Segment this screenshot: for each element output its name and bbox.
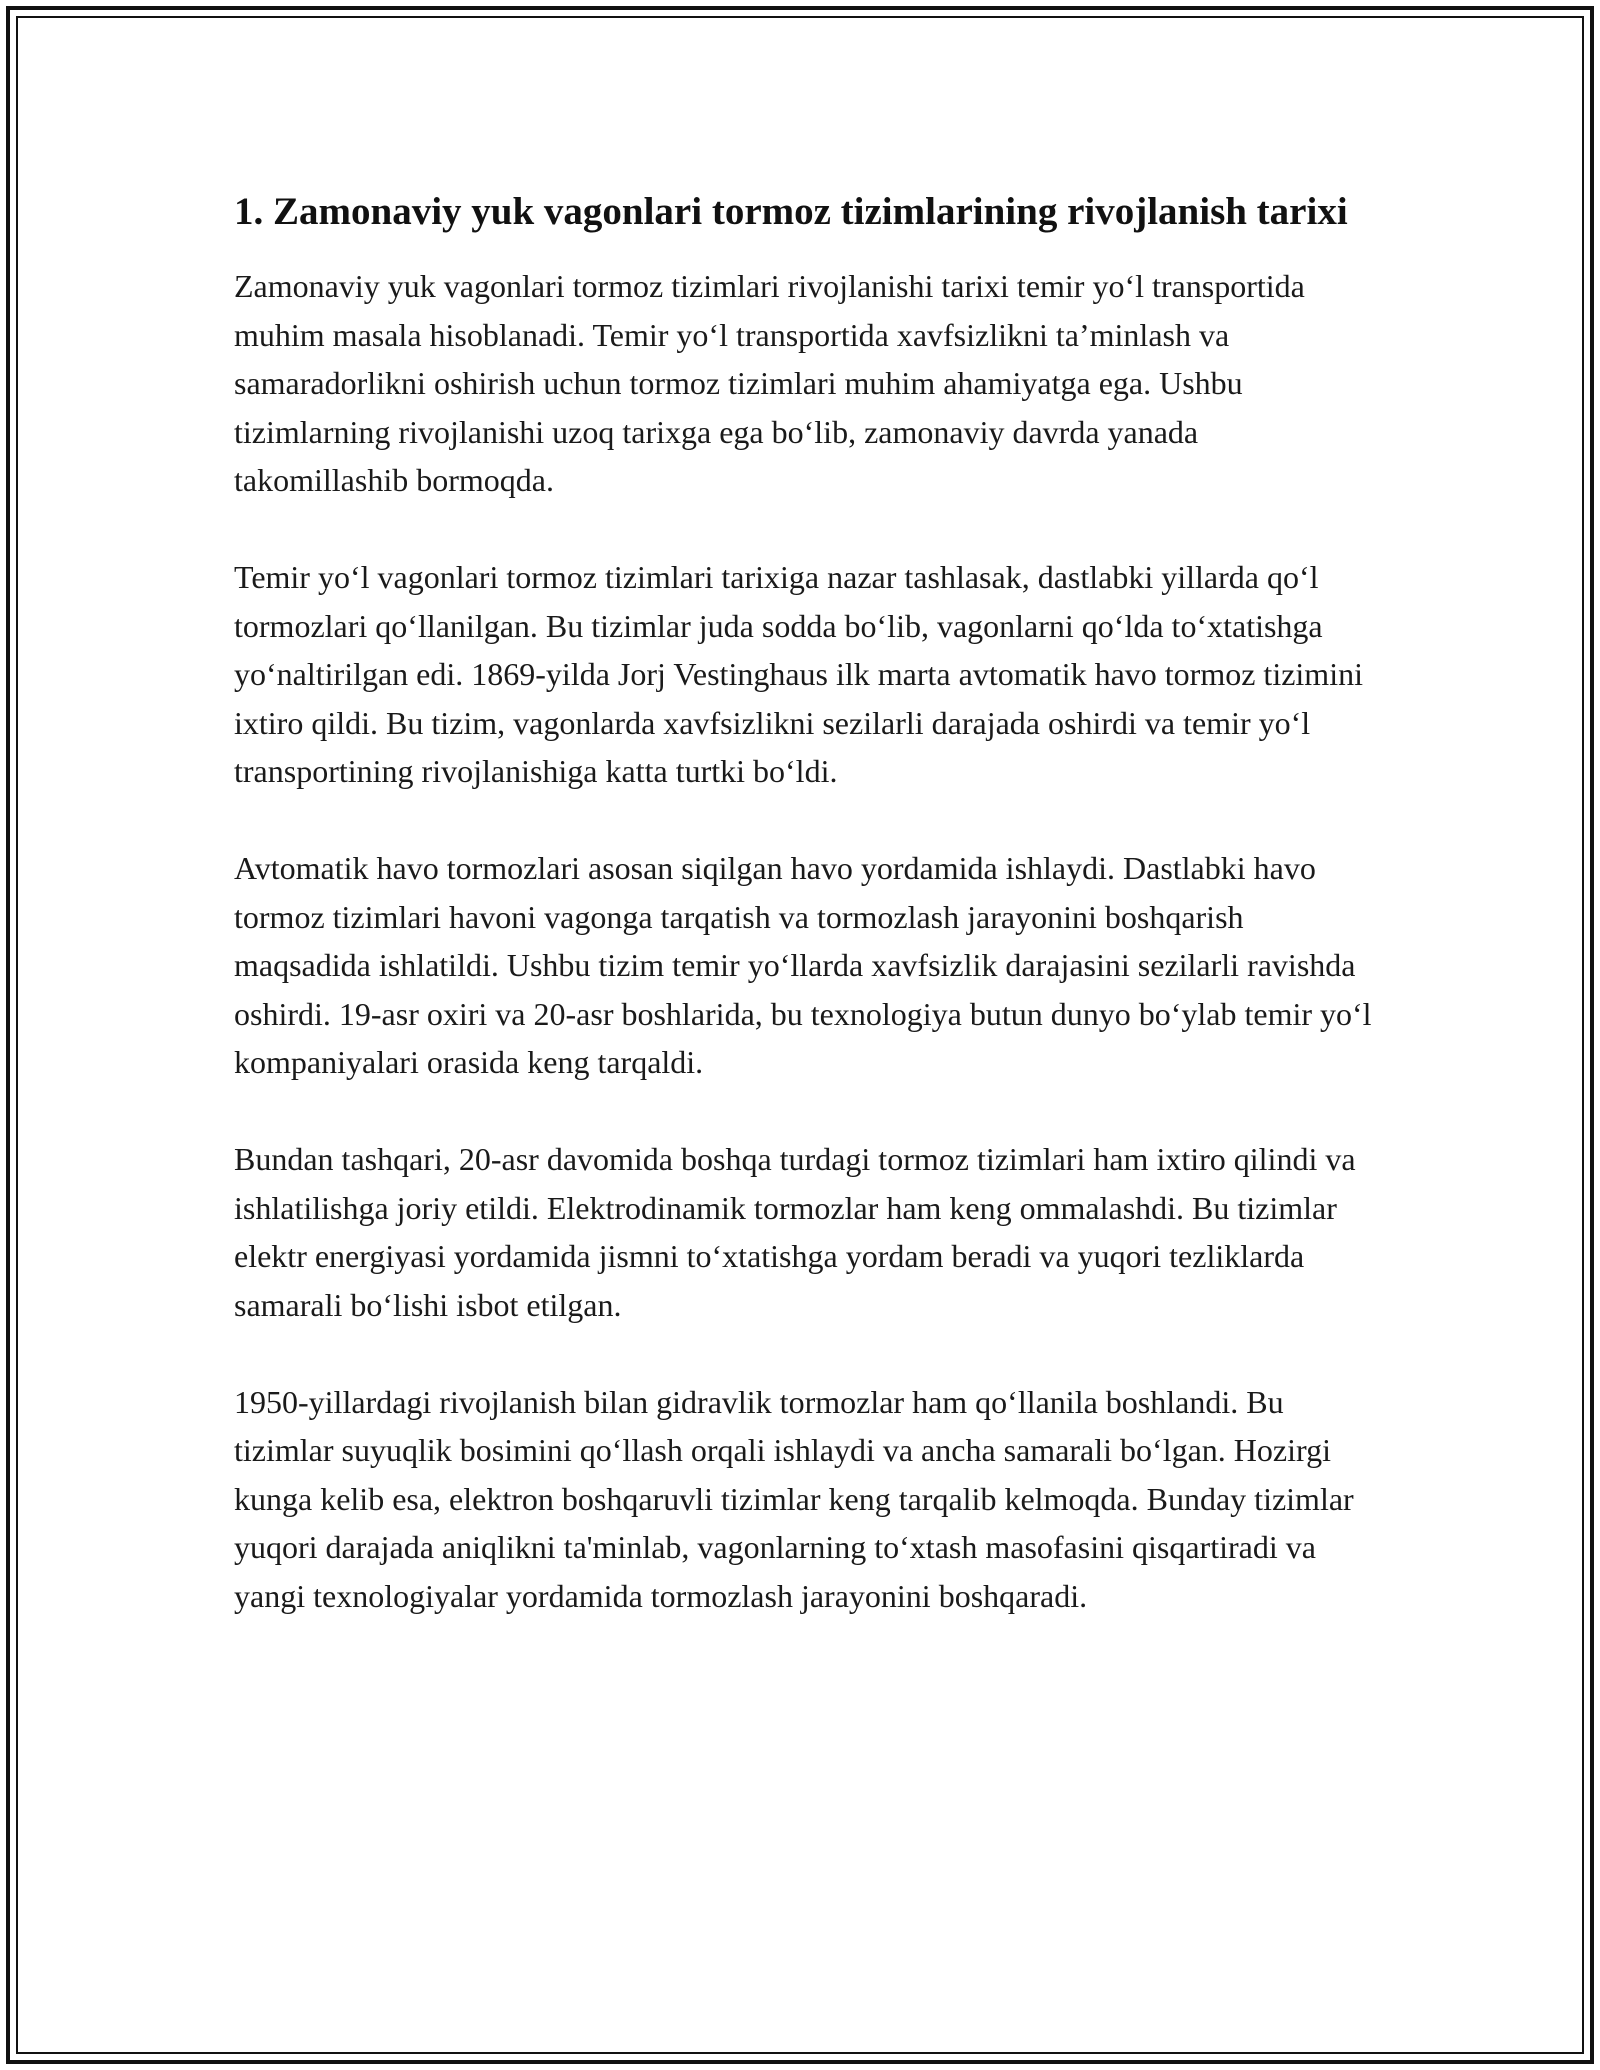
paragraph-hydraulic: 1950-yillardagi rivojlanish bilan gidravlik tormozlar ham qo‘llanila boshlandi. Bu tizimlar suyuqlik bosimini qo‘llash orqali ishlaydi va ancha samarali bo‘lgan. Hozirgi kunga kelib esa, elektron boshqaruvli tizimlar keng tarqalib kelmoqda. Bunday tizimlar yuqori darajada aniqlikni ta'minlab, vagonlarning to‘xtash masofasini qisqartiradi va yangi texnologiyalar yordamida tormozlash jarayonini boshqaradi. xyxy=(234,1383,1354,1614)
paragraph-air-brakes: Avtomatik havo tormozlari asosan siqilgan havo yordamida ishlaydi. Dastlabki havo tormoz tizimlari havoni vagonga tarqatish va tormozlash jarayonini boshqarish maqsadida ishlatildi. Ushbu tizim temir yo‘llarda xavfsizlik darajasini sezilarli ravishda oshirdi. 19-asr oxiri va 20-asr boshlarida, bu texnologiya butun dunyo bo‘ylab temir yo‘l kompaniyalari orasida keng tarqaldi. xyxy=(234,850,1372,1080)
paragraph-history: Temir yo‘l vagonlari tormoz tizimlari tarixiga nazar tashlasak, dastlabki yillarda qo‘l tormozlari qo‘llanilgan. Bu tizimlar juda sodda bo‘lib, vagonlarni qo‘lda to‘xtatishga yo‘naltirilgan edi. 1869-yilda Jorj Vestinghaus ilk marta avtomatik havo tormoz tizimini ixtiro qildi. Bu tizim, vagonlarda xavfsizlikni sezilarli darajada oshirdi va temir yo‘l transportining rivojlanishiga katta turtki bo‘ldi. xyxy=(234,559,1363,789)
paragraph-intro: Zamonaviy yuk vagonlari tormoz tizimlari rivojlanishi tarixi temir yo‘l transportida muhim masala hisoblanadi. Temir yo‘l transportida xavfsizlikni ta’minlash va samaradorlikni oshirish uchun tormoz tizimlari muhim ahamiyatga ega. Ushbu tizimlarning rivojlanishi uzoq tarixga ega bo‘lib, zamonaviy davrda yanada takomillashib bormoqda. xyxy=(234,268,1305,498)
paragraph-electrodynamic: Bundan tashqari, 20-asr davomida boshqa turdagi tormoz tizimlari ham ixtiro qilindi va ishlatilishga joriy etildi. Elektrodinamik tormozlar ham keng ommalashdi. Bu tizimlar elektr energiyasi yordamida jismni to‘xtatishga yordam beradi va yuqori tezliklarda samarali bo‘lishi isbot etilgan. xyxy=(234,1141,1356,1323)
document-body xyxy=(234,185,1374,1669)
section-heading: 1. Zamonaviy yuk vagonlari tormoz tizimlarining rivojlanish tarixi xyxy=(234,190,1348,233)
